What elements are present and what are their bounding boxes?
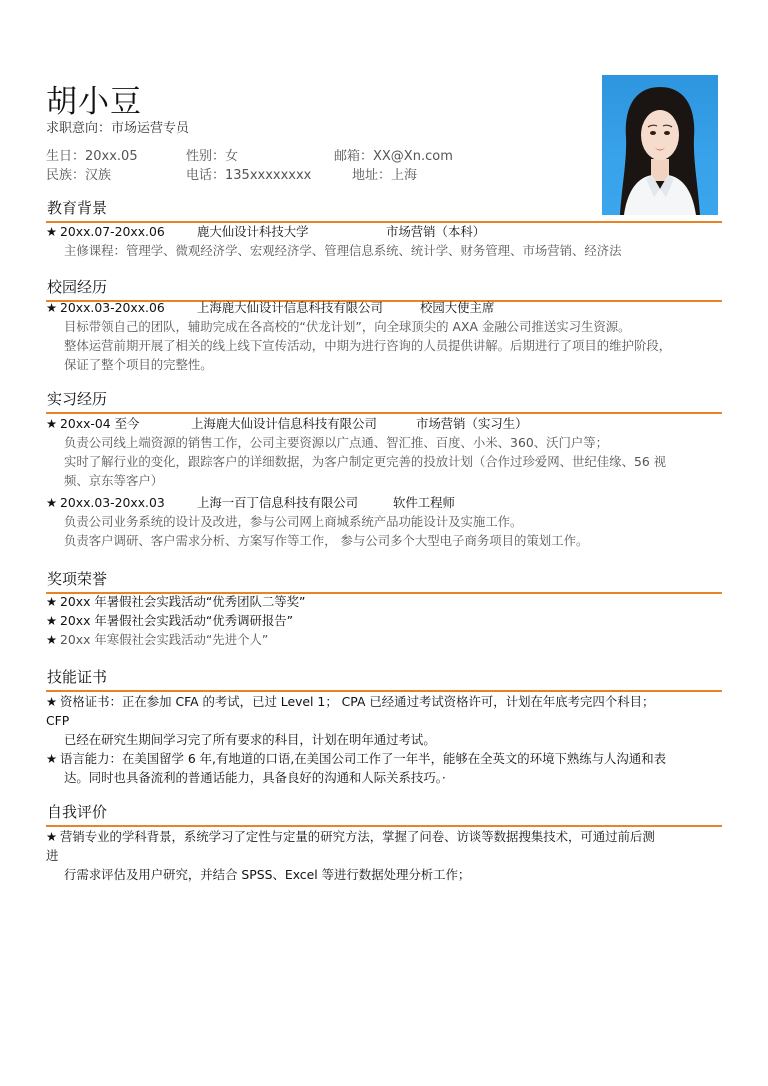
email-info: 邮箱：XX@Xn.com	[334, 149, 453, 164]
address-info: 地址：上海	[352, 168, 418, 183]
internship-section	[46, 388, 722, 414]
star-icon: ★	[46, 416, 58, 431]
cert-line-3: 已经在研究生期间学习完了所有要求的科目，计划在明年通过考试。	[64, 732, 436, 747]
star-icon: ★	[46, 829, 58, 844]
internship-2-line-1: 负责公司业务系统的设计及改进，参与公司网上商城系统产品功能设计及实施工作。	[64, 514, 523, 529]
internship-2-role: 软件工程师	[393, 495, 455, 510]
internship-1-role: 市场营销（实习生）	[416, 416, 528, 431]
internship-1-company: 上海鹿大仙设计信息科技有限公司	[191, 416, 377, 431]
self-line-1: ★ 营销专业的学科背景，系统学习了定性与定量的研究方法，掌握了问卷、访谈等数据搜集技术，可通过前后测	[46, 829, 655, 844]
campus-role: 校园大使主席	[420, 300, 495, 315]
internship-2-company: 上海一百丁信息科技有限公司	[197, 495, 359, 510]
award-item: ★ 20xx 年寒假社会实践活动“先进个人”	[46, 632, 269, 647]
lang-line-2: 达。同时也具备流利的普通话能力，具备良好的沟通和人际关系技巧。·	[64, 770, 446, 785]
star-icon: ★	[46, 613, 58, 628]
skills-section	[46, 666, 722, 692]
internship-2-line-2: 负责客户调研、客户需求分析、方案写作等工作， 参与公司多个大型电子商务项目的策划工作。	[64, 533, 589, 548]
skills-title: 技能证书	[47, 668, 108, 686]
education-major: 市场营销（本科）	[386, 224, 486, 239]
birth-info: 生日：20xx.05	[46, 149, 138, 164]
ethnicity-info: 民族：汉族	[46, 168, 112, 183]
awards-section	[46, 568, 722, 594]
campus-line-3: 保证了整个项目的完整性。	[64, 357, 213, 372]
internship-2-period: ★ 20xx.03-20xx.03	[46, 495, 165, 510]
cert-line-1: ★ 资格证书：正在参加 CFA 的考试，已过 Level 1； CPA 已经通过考试资格许可，计划在年底考完四个科目；	[46, 694, 655, 709]
gender-info: 性别：女	[186, 149, 239, 164]
internship-divider	[46, 412, 722, 414]
education-school: 鹿大仙设计科技大学	[197, 224, 309, 239]
internship-1-line-2: 实时了解行业的变化，跟踪客户的详细数据，为客户制定更完善的投放计划（合作过珍爱网、世纪佳缘、56 视	[64, 454, 667, 469]
self-line-3: 行需求评估及用户研究，并结合 SPSS、Excel 等进行数据处理分析工作；	[64, 867, 471, 882]
phone-info: 电话：135xxxxxxxx	[186, 168, 312, 183]
internship-1-period: ★ 20xx-04 至今	[46, 416, 140, 431]
job-intent: 求职意向：市场运营专员	[46, 121, 190, 136]
star-icon: ★	[46, 594, 58, 609]
self-section	[46, 801, 722, 827]
education-section	[46, 197, 722, 223]
campus-line-1: 目标带领自己的团队，辅助完成在各高校的“伏龙计划”，向全球顶尖的 AXA 金融公司推送实习生资源。	[64, 319, 631, 334]
campus-period: ★ 20xx.03-20xx.06	[46, 300, 165, 315]
self-title: 自我评价	[47, 803, 108, 821]
award-item: ★ 20xx 年暑假社会实践活动“优秀团队二等奖”	[46, 594, 306, 609]
education-title: 教育背景	[47, 199, 108, 217]
profile-photo	[602, 75, 718, 215]
internship-1-line-3: 频、京东等客户）	[64, 473, 164, 488]
cert-line-2: CFP	[46, 713, 70, 728]
education-courses: 主修课程：管理学、微观经济学、宏观经济学、管理信息系统、统计学、财务管理、市场营销、经济法	[64, 243, 622, 258]
internship-title: 实习经历	[47, 390, 108, 408]
star-icon: ★	[46, 694, 58, 709]
awards-title: 奖项荣誉	[47, 570, 108, 588]
star-icon: ★	[46, 632, 58, 647]
campus-company: 上海鹿大仙设计信息科技有限公司	[197, 300, 383, 315]
candidate-name: 胡小豆	[46, 84, 142, 120]
star-icon: ★	[46, 300, 58, 315]
internship-1-line-1: 负责公司线上端资源的销售工作，公司主要资源以广点通、智汇推、百度、小米、360、沃门户等；	[64, 435, 609, 450]
award-item: ★ 20xx 年暑假社会实践活动“优秀调研报告”	[46, 613, 294, 628]
campus-title: 校园经历	[47, 278, 108, 296]
star-icon: ★	[46, 495, 58, 510]
lang-line-1: ★ 语言能力：在美国留学 6 年,有地道的口语,在美国公司工作了一年半，能够在全英文的环境下熟练与人沟通和表	[46, 751, 666, 766]
education-period: ★ 20xx.07-20xx.06	[46, 224, 165, 239]
star-icon: ★	[46, 751, 58, 766]
star-icon: ★	[46, 224, 58, 239]
self-line-2: 进	[46, 848, 59, 863]
campus-line-2: 整体运营前期开展了相关的线上线下宣传活动，中期为进行咨询的人员提供讲解。后期进行了项目的维护阶段，	[64, 338, 672, 353]
